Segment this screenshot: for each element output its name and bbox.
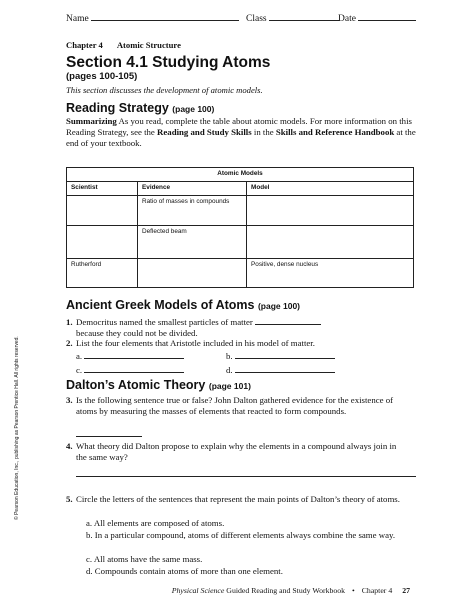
name-field[interactable]: [66, 14, 239, 24]
date-label: Date: [338, 14, 356, 24]
rs-bold-a: Reading and Study Skills: [157, 127, 252, 137]
date-field[interactable]: [338, 14, 416, 24]
opt-c-label: c.: [76, 365, 83, 375]
section-intro: This section discusses the development of atomic models.: [66, 85, 263, 95]
q4-number: 4.: [66, 441, 73, 451]
opt-d-label: d.: [226, 365, 233, 375]
chapter-number: Chapter 4: [66, 40, 103, 50]
question-5: [66, 494, 416, 505]
q5-text: Circle the letters of the sentences that represent the main points of Dalton’s theory of atoms.: [76, 494, 400, 504]
table-row: [67, 196, 414, 226]
q1-text-b: because they could not be divided.: [76, 328, 198, 338]
dalton-pages: (page 101): [208, 381, 251, 391]
rs-text-a: As you read, complete the table about atomic models. For more information on this Reading Strategy, see the: [66, 116, 412, 137]
chapter-title: Atomic Structure: [116, 40, 181, 50]
reading-strategy-title: Reading Strategy: [66, 101, 169, 115]
q1-answer-blank[interactable]: [255, 324, 321, 325]
copyright-note: © Pearson Education, Inc., publishing as Pearson Prentice Hall. All rights reserved.: [14, 336, 20, 520]
rs-bold-b: Skills and Reference Handbook: [275, 127, 395, 137]
table-cell: Positive, dense nucleus: [247, 259, 414, 288]
table-cell: Ratio of masses in compounds: [138, 196, 247, 226]
q3-number: 3.: [66, 395, 73, 405]
table-row: [67, 259, 414, 288]
q4-text: What theory did Dalton propose to explain why the elements in a compound always join in the same way?: [76, 441, 397, 462]
q5-choice-c[interactable]: c. All atoms have the same mass.: [86, 554, 203, 564]
table-cell[interactable]: [138, 259, 247, 288]
q3-answer-blank[interactable]: [76, 436, 142, 437]
footer-chapter: Chapter 4: [361, 586, 393, 595]
reading-strategy-heading: [66, 101, 214, 115]
footer-book-rest: Guided Reading and Study Workbook: [224, 586, 346, 595]
section-pages: (pages 100-105): [66, 71, 138, 82]
table-cell[interactable]: [67, 196, 138, 226]
footer-page-number: 27: [402, 586, 410, 595]
rs-text-b: in the: [251, 127, 276, 137]
footer-book: Physical Science: [171, 586, 225, 595]
opt-b-label: b.: [226, 351, 233, 361]
rs-text-c: at the end of your textbook.: [66, 127, 416, 148]
table-cell: Rutherford: [67, 259, 138, 288]
q2-text: List the four elements that Aristotle included in his model of matter.: [76, 338, 315, 348]
opt-d-blank[interactable]: [235, 372, 335, 373]
atomic-models-table: [66, 167, 414, 288]
q2-option-c[interactable]: [76, 365, 184, 376]
summarizing-label: Summarizing: [66, 116, 117, 126]
opt-b-blank[interactable]: [235, 358, 335, 359]
q1-text: [76, 317, 321, 328]
q5-choice-a[interactable]: a. All elements are composed of atoms.: [86, 518, 225, 528]
col-header-scientist: Scientist: [67, 182, 138, 196]
q2-number: 2.: [66, 338, 73, 348]
q5-choice-d[interactable]: d. Compounds contain atoms of more than one element.: [86, 566, 283, 576]
table-cell: Deflected beam: [138, 226, 247, 259]
class-field[interactable]: [246, 14, 339, 24]
table-row: [67, 226, 414, 259]
table-caption: Atomic Models: [67, 168, 414, 182]
opt-a-label: a.: [76, 351, 83, 361]
page-footer: [172, 586, 410, 595]
table-cell[interactable]: [247, 196, 414, 226]
opt-a-blank[interactable]: [84, 358, 184, 359]
dalton-heading: [66, 378, 251, 392]
table-cell[interactable]: [247, 226, 414, 259]
greek-title: Ancient Greek Models of Atoms: [66, 298, 255, 312]
class-label: Class: [246, 14, 267, 24]
dalton-title: Dalton’s Atomic Theory: [66, 378, 206, 392]
q1-text-a: Democritus named the smallest particles of matter: [76, 317, 253, 327]
q2-option-b[interactable]: [226, 351, 335, 362]
q4-answer-line[interactable]: [76, 476, 416, 477]
greek-pages: (page 100): [257, 301, 300, 311]
section-title: Section 4.1 Studying Atoms: [66, 54, 271, 71]
q1-number: 1.: [66, 317, 73, 327]
date-blank[interactable]: [358, 20, 416, 21]
footer-bullet: •: [352, 586, 355, 595]
question-4: [66, 441, 416, 463]
reading-strategy-pages: (page 100): [172, 104, 215, 114]
opt-c-blank[interactable]: [84, 372, 184, 373]
class-blank[interactable]: [269, 20, 339, 21]
greek-heading: [66, 298, 300, 312]
col-header-model: Model: [247, 182, 414, 196]
question-3: [66, 395, 416, 417]
table-cell[interactable]: [67, 226, 138, 259]
q2-option-d[interactable]: [226, 365, 335, 376]
name-blank[interactable]: [91, 20, 239, 21]
reading-strategy-text: [66, 116, 416, 149]
col-header-evidence: Evidence: [138, 182, 247, 196]
chapter-heading: [66, 40, 181, 50]
q5-choice-b[interactable]: b. In a particular compound, atoms of different elements always combine the same way.: [86, 530, 396, 540]
name-label: Name: [66, 14, 89, 24]
q2-option-a[interactable]: [76, 351, 184, 362]
q3-text: Is the following sentence true or false? John Dalton gathered evidence for the existence of atoms by measuring the masses of elements that reacted to form compounds.: [76, 395, 394, 416]
q5-number: 5.: [66, 494, 73, 504]
